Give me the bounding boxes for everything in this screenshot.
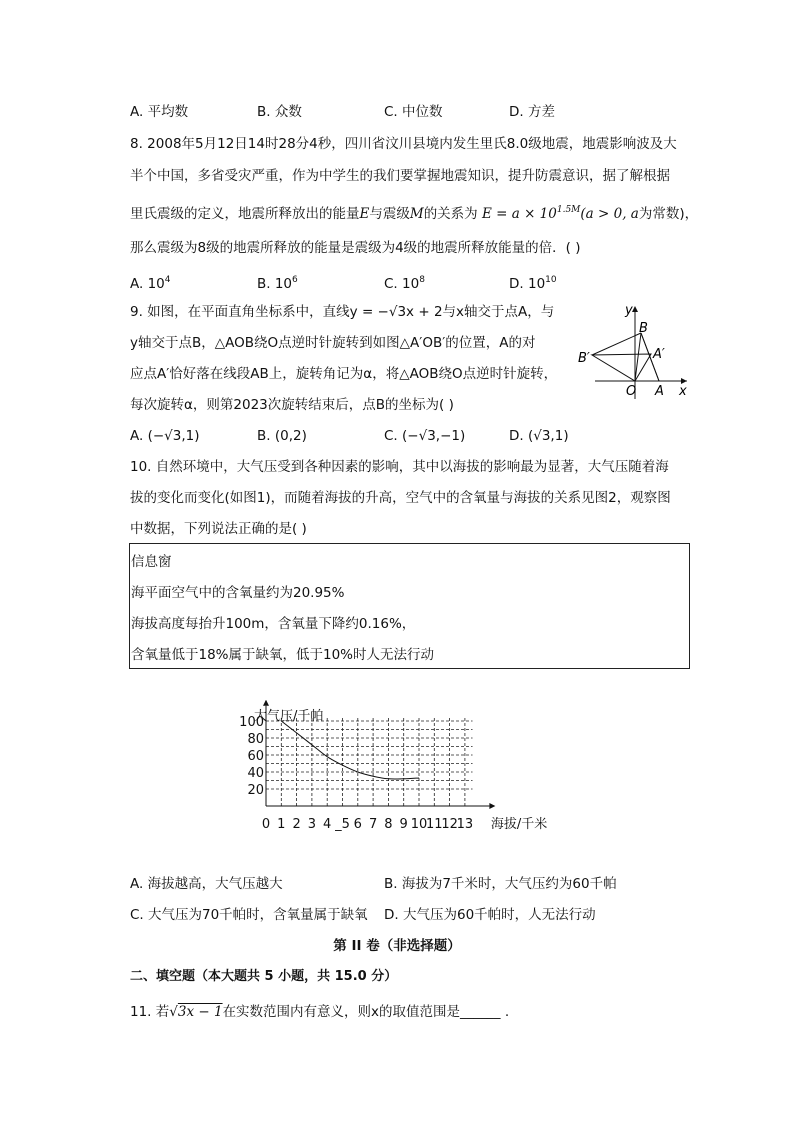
x-tick-label: 9 xyxy=(399,817,408,832)
x-axis-label: 海拔/千米 xyxy=(490,817,548,832)
x-tick-label: 4 xyxy=(323,817,332,832)
x-tick-label: 12 xyxy=(441,817,458,832)
info-line-3: 含氧量低于18%属于缺氧，低于10%时人无法行动 xyxy=(131,647,435,663)
label-b: B xyxy=(639,321,648,336)
q8-option-b: B. $10^6$ xyxy=(257,275,298,292)
y-arrow-icon xyxy=(263,700,269,706)
x-arrow-icon xyxy=(489,803,495,809)
q10-line-2: 拔的变化而变化(如图1)，而随着海拔的升高，空气中的含氧量与海拔的关系见图2，观察图 xyxy=(130,490,671,506)
label-o: O xyxy=(626,384,637,399)
q7-option-d: D. 方差 xyxy=(509,104,555,120)
q11-line: 11. 若√3x − 1在实数范围内有意义，则x的取值范围是______ . xyxy=(130,1004,510,1020)
y-axis-label: 大气压/千帕 xyxy=(254,709,324,724)
label-a-prime: A′ xyxy=(653,347,665,362)
y-tick-label: 80 xyxy=(247,732,264,747)
q10-line-1: 10. 自然环境中，大气压受到各种因素的影响，其中以海拔的影响最为显著，大气压随着海 xyxy=(130,459,669,475)
y-arrow-icon xyxy=(632,306,638,312)
info-line-2: 海拔高度每抬升100m，含氧量下降约0.16%， xyxy=(131,616,416,632)
label-b-prime: B′ xyxy=(578,351,590,366)
x-tick-label: 6 xyxy=(353,817,362,832)
x-tick-label: 13 xyxy=(456,817,474,832)
q9-option-b: B. (0,2) xyxy=(257,428,307,444)
q8-option-d: D. $10^{10}$ xyxy=(509,275,557,292)
q8-option-c: C. $10^8$ xyxy=(384,275,425,292)
part-2-title: 第 II 卷（非选择题） xyxy=(333,938,461,954)
label-a: A xyxy=(655,384,664,399)
y-tick-label: 60 xyxy=(247,749,264,764)
q7-option-c: C. 中位数 xyxy=(384,104,443,120)
energy-formula: $E = a \times 10^{1.5M}(a > 0$, a xyxy=(481,205,639,222)
q9-option-a: A. (−√3,1) xyxy=(130,428,200,444)
x-tick-label: _5 xyxy=(335,817,350,832)
q8-option-a: A. $10^4$ xyxy=(130,275,171,292)
q10-line-3: 中数据，下列说法正确的是( ) xyxy=(130,521,307,537)
q7-option-a: A. 平均数 xyxy=(130,104,189,120)
x-tick-label: 0 xyxy=(261,817,271,832)
info-line-1: 海平面空气中的含氧量约为20.95% xyxy=(131,585,345,601)
info-title: 信息窗 xyxy=(131,554,172,570)
q10-option-c: C. 大气压为70千帕时，含氧量属于缺氧 xyxy=(130,907,368,923)
x-tick-label: 7 xyxy=(368,817,378,832)
x-tick-label: 3 xyxy=(307,817,317,832)
q9-option-c: C. (−√3,−1) xyxy=(384,428,466,444)
section-2-title: 二、填空题（本大题共 5 小题，共 15.0 分） xyxy=(130,969,398,984)
x-tick-label: 10 xyxy=(410,817,428,832)
q10-option-a: A. 海拔越高，大气压越大 xyxy=(130,876,283,892)
q9-figure xyxy=(575,300,690,400)
q7-option-b: B. 众数 xyxy=(257,104,302,120)
x-tick-label: 1 xyxy=(277,817,286,832)
q11-radicand: 3x − 1 xyxy=(177,1004,223,1020)
info-window xyxy=(129,543,690,669)
label-x: x xyxy=(679,384,687,399)
x-tick-label: 11 xyxy=(426,817,443,832)
q9-option-d: D. (√3,1) xyxy=(509,428,569,444)
triangle-a-prime-o-b-prime xyxy=(592,354,651,381)
y-tick-label: 20 xyxy=(247,783,264,798)
q10-option-b: B. 海拔为7千米时，大气压约为60千帕 xyxy=(384,876,617,892)
q10-option-d: D. 大气压为60千帕时，人无法行动 xyxy=(384,907,596,923)
x-tick-label: 8 xyxy=(384,817,393,832)
y-tick-label: 40 xyxy=(247,766,264,781)
q8-line-2: 半个中国，多省受灾严重，作为中学生的我们要掌握地震知识，提升防震意识，据了解根据 xyxy=(130,168,670,184)
q8-line-1: 8. 2008年5月12日14时28分4秒，四川省汶川县境内发生里氏8.0级地震，地震影响波及大 xyxy=(130,136,677,152)
label-y: y xyxy=(625,303,633,318)
pressure-chart xyxy=(225,700,565,840)
q8-line-3: 里氏震级的定义，地震所释放出的能量E与震级M的关系为 $E = a \times 10^{1.5M}(a > 0$, a为常数)， xyxy=(130,205,699,222)
segment-b-prime-b xyxy=(592,333,641,355)
q8-line-4: 那么震级为8级的地震所释放的能量是震级为4级的地震所释放能量的倍．( ) xyxy=(130,240,581,256)
q9-line-4: 每次旋转α，则第2023次旋转结束后，点B的坐标为( ) xyxy=(130,397,454,413)
x-tick-label: 2 xyxy=(292,817,301,832)
q9-line-3: 应点A′恰好落在线段AB上，旋转角记为α，将△AOB绕O点逆时针旋转， xyxy=(130,366,558,382)
q9-line-1: 9. 如图，在平面直角坐标系中，直线y = −√3x + 2与x轴交于点A，与 xyxy=(130,304,555,320)
y-tick-label: 100 xyxy=(239,715,264,730)
sqrt-icon: √ xyxy=(169,1004,178,1020)
q9-line-2: y轴交于点B，△AOB绕O点逆时针旋转到如图△A′OB′的位置，A的对 xyxy=(130,335,536,351)
